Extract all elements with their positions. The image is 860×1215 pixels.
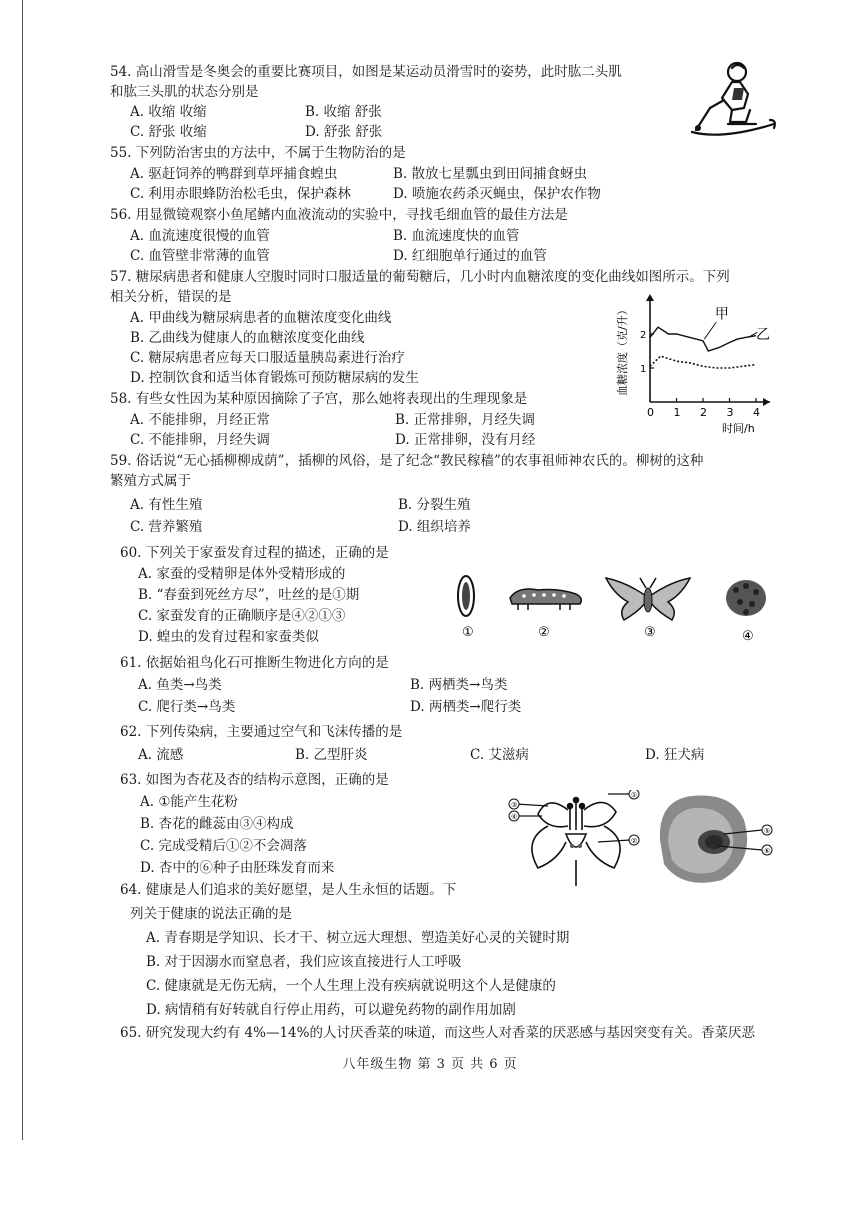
silkworm-label-2: ② xyxy=(538,625,550,640)
x-tick-label: 4 xyxy=(753,406,760,419)
question-58-option: D. 正常排卵，没有月经 xyxy=(395,432,536,448)
page-footer: 八年级生物 第 3 页 共 6 页 xyxy=(342,1057,518,1072)
question-56-option: C. 血管壁非常薄的血管 xyxy=(130,248,270,264)
flower-label-2: ② xyxy=(631,837,638,845)
question-60-option: C. 家蚕发育的正确顺序是④②①③ xyxy=(138,608,346,624)
x-tick-label: 3 xyxy=(726,406,734,419)
pupa-icon xyxy=(458,576,474,616)
question-62-stem: 62. 下列传染病，主要通过空气和飞沫传播的是 xyxy=(120,724,403,740)
question-58-option: B. 正常排卵，月经失调 xyxy=(395,412,536,428)
question-54-stem: 54. 高山滑雪是冬奥会的重要比赛项目，如图是某运动员滑雪时的姿势，此时肱二头肌 xyxy=(110,64,622,80)
larva-icon xyxy=(510,589,581,610)
question-63-option: C. 完成受精后①②不会凋落 xyxy=(140,838,307,854)
question-56-stem: 56. 用显微镜观察小鱼尾鳍内血液流动的实验中，寻找毛细血管的最佳方法是 xyxy=(110,207,568,223)
question-54-option: D. 舒张 舒张 xyxy=(305,124,383,140)
blood-sugar-chart xyxy=(600,290,785,440)
question-65-stem: 65. 研究发现大约有 4%—14%的人讨厌香菜的味道，而这些人对香菜的厌恶感与基因突变有关。香菜厌恶 xyxy=(120,1025,755,1041)
question-61-option: C. 爬行类→鸟类 xyxy=(138,699,236,715)
question-61-option: B. 两栖类→鸟类 xyxy=(410,677,508,693)
question-61-option: D. 两栖类→爬行类 xyxy=(410,699,522,715)
question-55-option: D. 喷施农药杀灭蝇虫，保护农作物 xyxy=(393,186,601,202)
question-54-option: B. 收缩 舒张 xyxy=(305,104,382,120)
x-tick-label: 0 xyxy=(647,406,654,419)
question-54-stem: 和肱三头肌的状态分别是 xyxy=(110,84,259,100)
skier-illustration xyxy=(682,58,782,148)
fruit-structure-illustration xyxy=(652,790,776,890)
series-label-leader-jia xyxy=(704,322,716,339)
y-tick-label: 1 xyxy=(640,364,647,375)
x-axis-arrow xyxy=(763,398,770,406)
series-label-yi: 乙 xyxy=(756,327,770,344)
question-57-option: A. 甲曲线为糖尿病患者的血糖浓度变化曲线 xyxy=(130,310,392,326)
x-axis-label: 时间/h xyxy=(722,422,755,435)
question-58-option: C. 不能排卵，月经失调 xyxy=(130,432,270,448)
question-57-stem: 57. 糖尿病患者和健康人空腹时同时口服适量的葡萄糖后，几小时内血糖浓度的变化曲线如图所示。下列 xyxy=(110,269,730,285)
question-55-option: A. 驱赶饲养的鸭群到草坪捕食蝗虫 xyxy=(130,166,338,182)
question-60-stem: 60. 下列关于家蚕发育过程的描述，正确的是 xyxy=(120,545,389,561)
series-line-yi xyxy=(650,356,756,368)
question-63-option: D. 杏中的⑥种子由胚珠发育而来 xyxy=(140,860,335,876)
question-57-option: B. 乙曲线为健康人的血糖浓度变化曲线 xyxy=(130,330,365,346)
question-62-option: A. 流感 xyxy=(138,747,184,763)
y-axis-arrow xyxy=(646,294,654,301)
flower-structure-illustration xyxy=(508,790,648,890)
apricot-flower-figure xyxy=(508,790,648,890)
silkworm-label-1: ① xyxy=(462,625,474,640)
question-58-option: A. 不能排卵，月经正常 xyxy=(130,412,270,428)
fruit-label-5: ⑤ xyxy=(764,827,771,835)
x-tick-label: 2 xyxy=(700,406,707,419)
question-59-option: B. 分裂生殖 xyxy=(398,497,471,513)
question-64-option: B. 对于因溺水而窒息者，我们应该直接进行人工呼吸 xyxy=(146,954,462,970)
question-57-stem: 相关分析，错误的是 xyxy=(110,289,232,305)
eggs-icon xyxy=(726,580,766,616)
y-tick-label: 2 xyxy=(640,330,647,341)
blood-sugar-chart-svg xyxy=(600,290,785,440)
silkworm-figure xyxy=(448,568,788,648)
question-56-option: B. 血流速度快的血管 xyxy=(393,228,520,244)
question-61-stem: 61. 依据始祖鸟化石可推断生物进化方向的是 xyxy=(120,655,389,671)
question-55-option: B. 散放七星瓢虫到田间捕食蚜虫 xyxy=(393,166,588,182)
flower-label-4: ④ xyxy=(511,813,518,821)
question-55-stem: 55. 下列防治害虫的方法中，不属于生物防治的是 xyxy=(110,145,406,161)
question-62-option: D. 狂犬病 xyxy=(645,747,705,763)
series-line-jia xyxy=(650,327,756,351)
question-59-stem: 59. 俗话说“无心插柳柳成荫”，插柳的风俗，是了纪念“教民稼穑”的农事祖师神农氏的。柳树的这种 xyxy=(110,453,704,469)
question-57-option: D. 控制饮食和适当体育锻炼可预防糖尿病的发生 xyxy=(130,370,419,386)
flower-label-1: ① xyxy=(631,791,638,799)
question-54-option: C. 舒张 收缩 xyxy=(130,124,207,140)
question-58-stem: 58. 有些女性因为某种原因摘除了子宫，那么她将表现出的生理现象是 xyxy=(110,391,528,407)
silkworm-label-4: ④ xyxy=(742,629,754,644)
question-61-option: A. 鱼类→鸟类 xyxy=(138,677,222,693)
x-tick-label: 1 xyxy=(673,406,681,419)
series-label-jia: 甲 xyxy=(714,306,729,323)
fruit-label-6: ⑥ xyxy=(764,847,771,855)
question-59-option: A. 有性生殖 xyxy=(130,497,203,513)
question-59-stem: 繁殖方式属于 xyxy=(110,473,191,489)
silkworm-stages-illustration xyxy=(448,568,788,648)
question-60-option: D. 蝗虫的发育过程和家蚕类似 xyxy=(138,629,319,645)
skier-figure xyxy=(682,58,782,148)
flower-label-3: ③ xyxy=(511,801,518,809)
apricot-fruit-figure xyxy=(652,790,776,890)
question-60-option: B. “春蚕到死丝方尽”，吐丝的是①期 xyxy=(138,587,360,603)
question-56-option: A. 血流速度很慢的血管 xyxy=(130,228,270,244)
question-64-stem: 列关于健康的说法正确的是 xyxy=(130,906,292,922)
question-54-option: A. 收缩 收缩 xyxy=(130,104,207,120)
question-59-option: D. 组织培养 xyxy=(398,519,471,535)
question-62-option: C. 艾滋病 xyxy=(470,747,529,763)
question-63-stem: 63. 如图为杏花及杏的结构示意图，正确的是 xyxy=(120,772,389,788)
question-64-option: A. 青春期是学知识、长才干、树立远大理想、塑造美好心灵的关键时期 xyxy=(146,930,570,946)
question-56-option: D. 红细胞单行通过的血管 xyxy=(393,248,547,264)
question-63-option: B. 杏花的雌蕊由③④构成 xyxy=(140,816,294,832)
question-64-option: C. 健康就是无伤无病，一个人生理上没有疾病就说明这个人是健康的 xyxy=(146,978,556,994)
y-axis-label: 血糖浓度（克/升） xyxy=(616,304,629,396)
silkworm-label-3: ③ xyxy=(644,625,656,640)
question-64-stem: 64. 健康是人们追求的美好愿望，是人生永恒的话题。下 xyxy=(120,882,457,898)
question-62-option: B. 乙型肝炎 xyxy=(295,747,368,763)
question-57-option: C. 糖尿病患者应每天口服适量胰岛素进行治疗 xyxy=(130,350,405,366)
question-64-option: D. 病情稍有好转就自行停止用药，可以避免药物的副作用加剧 xyxy=(146,1002,516,1018)
question-60-option: A. 家蚕的受精卵是体外受精形成的 xyxy=(138,566,346,582)
question-59-option: C. 营养繁殖 xyxy=(130,519,203,535)
moth-icon xyxy=(606,578,690,620)
question-63-option: A. ①能产生花粉 xyxy=(140,794,238,810)
question-55-option: C. 利用赤眼蜂防治松毛虫，保护森林 xyxy=(130,186,351,202)
